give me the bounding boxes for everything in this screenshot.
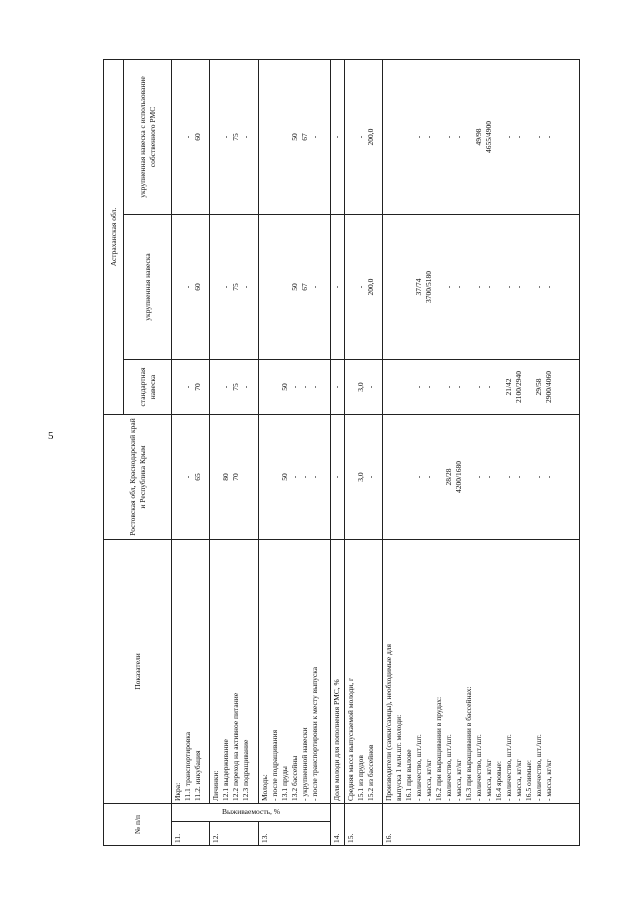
enlarged_own-line: - xyxy=(240,135,250,139)
standard-line: 50 xyxy=(279,383,289,391)
rostov-line: 28/28 xyxy=(443,468,453,486)
row-number: 15. xyxy=(345,804,383,846)
standard-line xyxy=(384,362,394,412)
enlarged-line: - xyxy=(309,285,319,289)
header-num: № п/п xyxy=(104,804,172,846)
rostov-line xyxy=(260,417,270,537)
rostov-line xyxy=(173,417,183,537)
cell-enlarged_own xyxy=(382,60,579,215)
enlarged-line: - xyxy=(483,285,493,289)
lines-line: - количество, шт./шт. xyxy=(413,734,423,801)
row-number: 13. xyxy=(258,822,330,846)
enlarged_own-line: - xyxy=(356,135,366,139)
enlarged_own-line: - xyxy=(503,135,513,139)
standard-line: - xyxy=(299,385,309,389)
enlarged_own-line: - xyxy=(220,135,230,139)
table-row xyxy=(172,60,210,846)
enlarged-line xyxy=(260,217,270,357)
lines-line: 16.3 при выращивании в бассейнах: xyxy=(463,686,473,801)
cell-lines xyxy=(345,540,383,804)
cell-enlarged xyxy=(258,215,330,360)
header-rostov: Ростовская обл, Краснодарский край и Республика Крым xyxy=(104,415,172,540)
lines-line: 16.1 при вылове xyxy=(403,749,413,801)
enlarged-line: 3700/5180 xyxy=(423,270,433,304)
rostov-line: - xyxy=(289,475,299,479)
survival-label-text: Выживаемость, % xyxy=(221,807,280,817)
standard-line: 21/42 xyxy=(503,378,513,396)
enlarged-line: 50 xyxy=(289,283,299,291)
enlarged_own-line xyxy=(394,62,404,212)
rostov-line xyxy=(524,417,534,537)
standard-line: - xyxy=(309,385,319,389)
lines-line: - после подращивания xyxy=(269,729,279,801)
lines-line: Молодь: xyxy=(259,774,269,801)
rostov-line xyxy=(384,417,394,537)
enlarged-line: - xyxy=(331,285,341,289)
enlarged_own-line xyxy=(346,62,356,212)
cell-lines xyxy=(172,540,210,804)
header-astrakhan: Астраханская обл. xyxy=(104,60,124,415)
rostov-line: 3,0 xyxy=(356,472,366,482)
enlarged-line: - xyxy=(443,285,453,289)
standard-line: - xyxy=(453,385,463,389)
enlarged-line: 60 xyxy=(193,283,203,291)
standard-line xyxy=(346,362,356,412)
enlarged_own-line xyxy=(173,62,183,212)
enlarged_own-line xyxy=(270,62,280,212)
standard-line xyxy=(404,362,414,412)
lines-line: Личинки: xyxy=(210,770,220,801)
row-number: 16. xyxy=(382,804,579,846)
survival-label xyxy=(172,804,330,822)
lines-line: 16.2 при выращивании в прудах: xyxy=(433,696,443,801)
enlarged_own-line: - xyxy=(413,135,423,139)
cell-enlarged xyxy=(330,215,345,360)
rostov-line xyxy=(211,417,221,537)
lines-line: - масса, кг/кг xyxy=(453,759,463,801)
rostov-line: - xyxy=(423,475,433,479)
lines-line: - после транспортировки к месту выпуска xyxy=(309,666,319,801)
table-row xyxy=(209,60,258,846)
enlarged-line xyxy=(524,217,534,357)
enlarged-line: - xyxy=(220,285,230,289)
header-enlarged: укрупненная навеска xyxy=(124,215,172,360)
enlarged-line: - xyxy=(503,285,513,289)
enlarged_own-line xyxy=(524,62,534,212)
cell-enlarged_own xyxy=(258,60,330,215)
standard-line: 75 xyxy=(230,383,240,391)
lines-line: - количество, шт./шт. xyxy=(443,734,453,801)
table-body xyxy=(172,60,580,846)
lines-line: - количество, шт./шт. xyxy=(503,734,513,801)
standard-line xyxy=(524,362,534,412)
enlarged_own-line xyxy=(211,62,221,212)
standard-line xyxy=(494,362,504,412)
enlarged-line: - xyxy=(513,285,523,289)
enlarged_own-line xyxy=(464,62,474,212)
enlarged-line: - xyxy=(453,285,463,289)
cell-lines xyxy=(258,540,330,804)
enlarged_own-line: - xyxy=(443,135,453,139)
enlarged-line xyxy=(173,217,183,357)
row-number: 14. xyxy=(330,804,345,846)
enlarged-line xyxy=(280,217,290,357)
enlarged-line xyxy=(464,217,474,357)
enlarged-line: 75 xyxy=(230,283,240,291)
enlarged-line xyxy=(394,217,404,357)
enlarged-line xyxy=(270,217,280,357)
cell-standard xyxy=(258,360,330,415)
table-row xyxy=(258,60,330,846)
rostov-line: - xyxy=(473,475,483,479)
enlarged-line: - xyxy=(356,285,366,289)
cell-enlarged xyxy=(209,215,258,360)
lines-line: - масса, кг/кг xyxy=(543,759,553,801)
standard-line: - xyxy=(473,385,483,389)
enlarged_own-line xyxy=(494,62,504,212)
rostov-line: 65 xyxy=(193,473,203,481)
enlarged-line: - xyxy=(473,285,483,289)
cell-lines xyxy=(209,540,258,804)
lines-line: Икра: xyxy=(173,782,183,801)
rostov-line xyxy=(394,417,404,537)
lines-line: 11.2. инкубация xyxy=(193,750,203,801)
standard-line xyxy=(464,362,474,412)
enlarged_own-line xyxy=(404,62,414,212)
enlarged-line xyxy=(434,217,444,357)
page-number: 5 xyxy=(48,430,54,442)
rostov-line xyxy=(434,417,444,537)
header-enlarged-own: укрупненная навеска с использование собственного РМС xyxy=(124,60,172,215)
rostov-line: - xyxy=(543,475,553,479)
standard-line xyxy=(260,362,270,412)
rostov-line: - xyxy=(483,475,493,479)
enlarged-line: - xyxy=(183,285,193,289)
table-row xyxy=(345,60,383,846)
enlarged_own-line xyxy=(260,62,270,212)
enlarged_own-line: - xyxy=(543,135,553,139)
standard-line: 3,0 xyxy=(356,382,366,392)
cell-standard xyxy=(172,360,210,415)
standard-line: - xyxy=(413,385,423,389)
cell-rostov xyxy=(345,415,383,540)
cell-lines xyxy=(330,540,345,804)
lines-line: 15.2 из бассейнов xyxy=(366,744,376,801)
rostov-line: 4200/1680 xyxy=(453,460,463,494)
standard-line: - xyxy=(220,385,230,389)
lines-line: - количество, шт./шт. xyxy=(473,734,483,801)
standard-line: - xyxy=(331,385,341,389)
enlarged-line xyxy=(211,217,221,357)
lines-line: - масса, кг/кг xyxy=(423,759,433,801)
enlarged_own-line: 50 xyxy=(289,133,299,141)
enlarged_own-line: 49/98 xyxy=(473,128,483,146)
enlarged-line: - xyxy=(240,285,250,289)
enlarged_own-line xyxy=(280,62,290,212)
cell-enlarged xyxy=(172,215,210,360)
rostov-line: - xyxy=(413,475,423,479)
enlarged-line: - xyxy=(533,285,543,289)
cell-standard xyxy=(345,360,383,415)
enlarged_own-line: 75 xyxy=(230,133,240,141)
enlarged_own-line: - xyxy=(423,135,433,139)
cell-enlarged xyxy=(382,215,579,360)
table-row xyxy=(330,60,345,846)
enlarged_own-line: - xyxy=(513,135,523,139)
cell-enlarged xyxy=(345,215,383,360)
cell-rostov xyxy=(382,415,579,540)
rostov-line xyxy=(346,417,356,537)
enlarged_own-line: 4655/4900 xyxy=(483,120,493,154)
cell-enlarged_own xyxy=(172,60,210,215)
standard-line xyxy=(394,362,404,412)
standard-line: 29/58 xyxy=(533,378,543,396)
enlarged_own-line: - xyxy=(331,135,341,139)
lines-line: 12.3 подращивание xyxy=(240,739,250,801)
rostov-line: 80 xyxy=(220,473,230,481)
lines-line: 12.1 выдерживание xyxy=(220,739,230,801)
standard-line: 70 xyxy=(193,383,203,391)
rostov-line: - xyxy=(309,475,319,479)
standard-line: 2900/4060 xyxy=(543,370,553,404)
table-row xyxy=(382,60,579,846)
lines-line: Доля молоди для пополнения РМС, % xyxy=(331,679,341,801)
lines-line: Производители (самки/самцы), необходимые для xyxy=(383,644,393,801)
rostov-line xyxy=(464,417,474,537)
cell-standard xyxy=(209,360,258,415)
rostov-line: - xyxy=(183,475,193,479)
cell-rostov xyxy=(209,415,258,540)
row-number: 12. xyxy=(209,822,258,846)
enlarged_own-line: - xyxy=(453,135,463,139)
cell-standard xyxy=(330,360,345,415)
rostov-line: - xyxy=(331,475,341,479)
lines-line: 12.2 переход на активное питание xyxy=(230,692,240,801)
lines-line: 13.2 бассейны xyxy=(289,755,299,801)
lines-line: 15.1 из прудов xyxy=(356,755,366,801)
enlarged-line xyxy=(404,217,414,357)
lines-line: - укрупненной навески xyxy=(299,727,309,801)
cell-rostov xyxy=(172,415,210,540)
header-standard: стандартная навеска xyxy=(124,360,172,415)
lines-line: Средняя масса выпускаемой молоди, г xyxy=(346,677,356,801)
lines-line: 11.1 транспортировка xyxy=(183,731,193,801)
cell-lines xyxy=(382,540,579,804)
rostov-line: - xyxy=(299,475,309,479)
cell-enlarged_own xyxy=(345,60,383,215)
rostov-line xyxy=(241,417,251,537)
enlarged_own-line: - xyxy=(183,135,193,139)
lines-line: 13.1 пруды xyxy=(279,766,289,801)
cell-rostov xyxy=(258,415,330,540)
rostov-line: - xyxy=(503,475,513,479)
standard-line xyxy=(173,362,183,412)
enlarged_own-line xyxy=(384,62,394,212)
lines-line: - масса, кг/кг xyxy=(483,759,493,801)
standard-line: - xyxy=(443,385,453,389)
cell-enlarged_own xyxy=(209,60,258,215)
standard-line: - xyxy=(289,385,299,389)
standard-line xyxy=(434,362,444,412)
enlarged-line: 200,0 xyxy=(366,278,376,296)
rostov-line xyxy=(494,417,504,537)
rostov-line: - xyxy=(513,475,523,479)
standard-line: - xyxy=(483,385,493,389)
cell-rostov xyxy=(330,415,345,540)
lines-line: - количество, шт./шт. xyxy=(533,734,543,801)
enlarged_own-line: 60 xyxy=(193,133,203,141)
enlarged_own-line: - xyxy=(533,135,543,139)
rostov-line: - xyxy=(366,475,376,479)
enlarged_own-line: 67 xyxy=(299,133,309,141)
enlarged-line: 67 xyxy=(299,283,309,291)
rostov-line xyxy=(404,417,414,537)
lines-line: выпуска 1 млн.шт. молоди: xyxy=(393,714,403,801)
cell-enlarged_own xyxy=(330,60,345,215)
standard-line: 2100/2940 xyxy=(513,370,523,404)
standard-line: - xyxy=(240,385,250,389)
standard-line: - xyxy=(423,385,433,389)
standard-line xyxy=(270,362,280,412)
lines-line: 16.5 озимые: xyxy=(523,760,533,801)
standard-line xyxy=(211,362,221,412)
hatchery-norms-table xyxy=(103,59,580,846)
rotated-table-sheet xyxy=(103,60,580,846)
standard-line: - xyxy=(183,385,193,389)
enlarged_own-line: 200,0 xyxy=(366,128,376,146)
standard-line: - xyxy=(366,385,376,389)
rostov-line: - xyxy=(533,475,543,479)
enlarged-line: - xyxy=(543,285,553,289)
enlarged-line xyxy=(346,217,356,357)
enlarged-line xyxy=(384,217,394,357)
enlarged_own-line: - xyxy=(309,135,319,139)
lines-line: - масса, кг/кг xyxy=(513,759,523,801)
rostov-line xyxy=(270,417,280,537)
lines-line: 16.4 яровые: xyxy=(493,761,503,801)
enlarged-line xyxy=(494,217,504,357)
rostov-line: 70 xyxy=(230,473,240,481)
enlarged-line: 37/74 xyxy=(413,278,423,296)
rostov-line: 50 xyxy=(279,473,289,481)
enlarged_own-line xyxy=(434,62,444,212)
header-indicator: Показатели xyxy=(104,540,172,804)
cell-standard xyxy=(382,360,579,415)
row-number: 11. xyxy=(172,822,210,846)
